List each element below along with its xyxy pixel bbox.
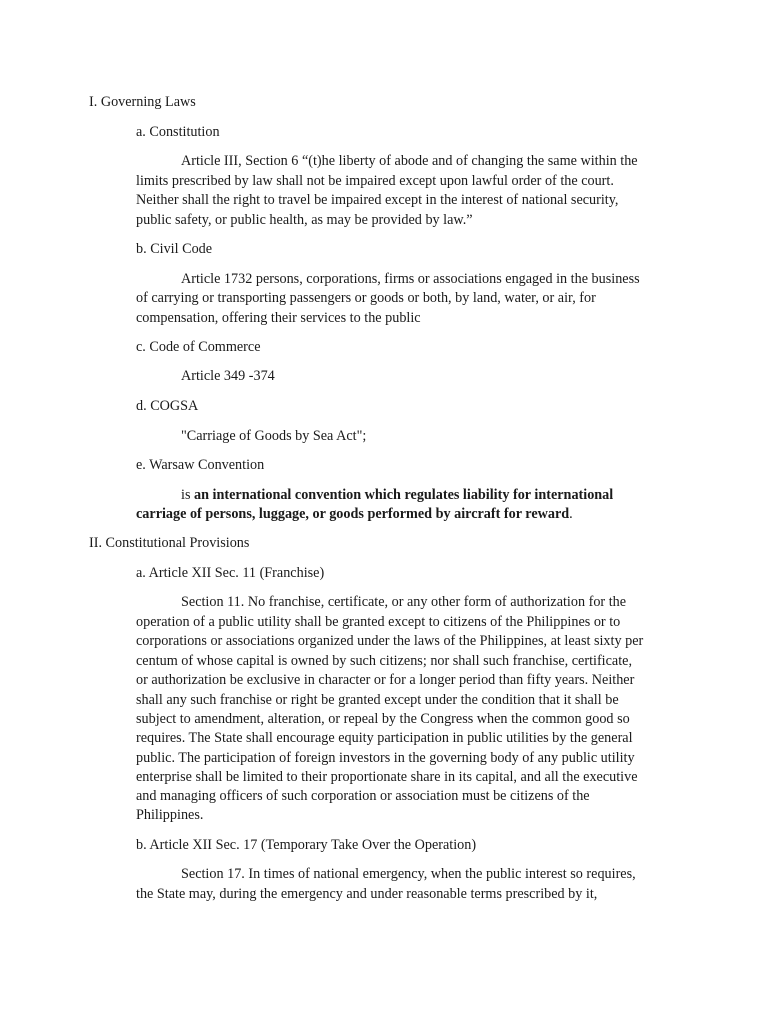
text-line: Neither shall the right to travel be impaired except in the interest of national security, xyxy=(136,192,619,208)
text-line: shall any such franchise or right be granted except under the condition that it shall be xyxy=(136,692,619,708)
item-label-warsaw-convention: e. Warsaw Convention xyxy=(136,457,265,473)
section-heading-governing-laws: I. Governing Laws xyxy=(89,94,196,110)
bold-text-run: an international convention which regulates liability for international xyxy=(194,487,614,503)
text-line: Article 1732 persons, corporations, firms or associations engaged in the business xyxy=(181,271,640,287)
text-line: Article III, Section 6 “(t)he liberty of abode and of changing the same within the xyxy=(181,153,638,169)
text-line: Philippines. xyxy=(136,807,204,823)
text-line: "Carriage of Goods by Sea Act"; xyxy=(181,428,367,444)
text-line: subject to amendment, alteration, or repeal by the Congress when the common good so xyxy=(136,711,630,727)
item-label-civil-code: b. Civil Code xyxy=(136,241,213,257)
text-line: Section 17. In times of national emergency, when the public interest so requires, xyxy=(181,866,636,882)
text-line: Section 11. No franchise, certificate, or any other form of authorization for the xyxy=(181,594,627,610)
item-label-article-xii-sec-11: a. Article XII Sec. 11 (Franchise) xyxy=(136,565,325,581)
text-line xyxy=(136,505,573,525)
text-line: corporations or associations organized under the laws of the Philippines, at least sixty per xyxy=(136,633,644,649)
text-line: compensation, offering their services to the public xyxy=(136,310,421,326)
item-label-code-of-commerce: c. Code of Commerce xyxy=(136,339,261,355)
text-line: limits prescribed by law shall not be impaired except upon lawful order of the court. xyxy=(136,173,614,189)
text-line: centum of whose capital is owned by such citizens; nor shall such franchise, certificate, xyxy=(136,653,633,669)
text-line: public. The participation of foreign investors in the governing body of any public utility xyxy=(136,750,635,766)
bold-text-run: carriage of persons, luggage, or goods performed by aircraft for reward xyxy=(136,506,570,522)
text-line: Article 349 -374 xyxy=(181,368,275,384)
text-line: and managing officers of such corporation or association must be citizens of the xyxy=(136,788,590,804)
text-line: operation of a public utility shall be granted except to citizens of the Philippines or to xyxy=(136,614,621,630)
text-run: . xyxy=(569,506,573,522)
text-run: is xyxy=(181,487,195,503)
text-line: or authorization be exclusive in character or for a longer period than fifty years. Neither xyxy=(136,672,635,688)
item-label-constitution: a. Constitution xyxy=(136,124,220,140)
text-line: of carrying or transporting passengers or goods or both, by land, water, or air, for xyxy=(136,290,596,306)
text-line: enterprise shall be limited to their proportionate share in its capital, and all the executive xyxy=(136,769,638,785)
text-line: requires. The State shall encourage equity participation in public utilities by the general xyxy=(136,730,633,746)
text-line: public safety, or public health, as may be provided by law.” xyxy=(136,212,473,228)
item-label-article-xii-sec-17: b. Article XII Sec. 17 (Temporary Take Over the Operation) xyxy=(136,837,477,853)
text-line xyxy=(181,486,613,506)
text-line: the State may, during the emergency and under reasonable terms prescribed by it, xyxy=(136,886,598,902)
section-heading-constitutional-provisions: II. Constitutional Provisions xyxy=(89,535,250,551)
item-label-cogsa: d. COGSA xyxy=(136,398,199,414)
